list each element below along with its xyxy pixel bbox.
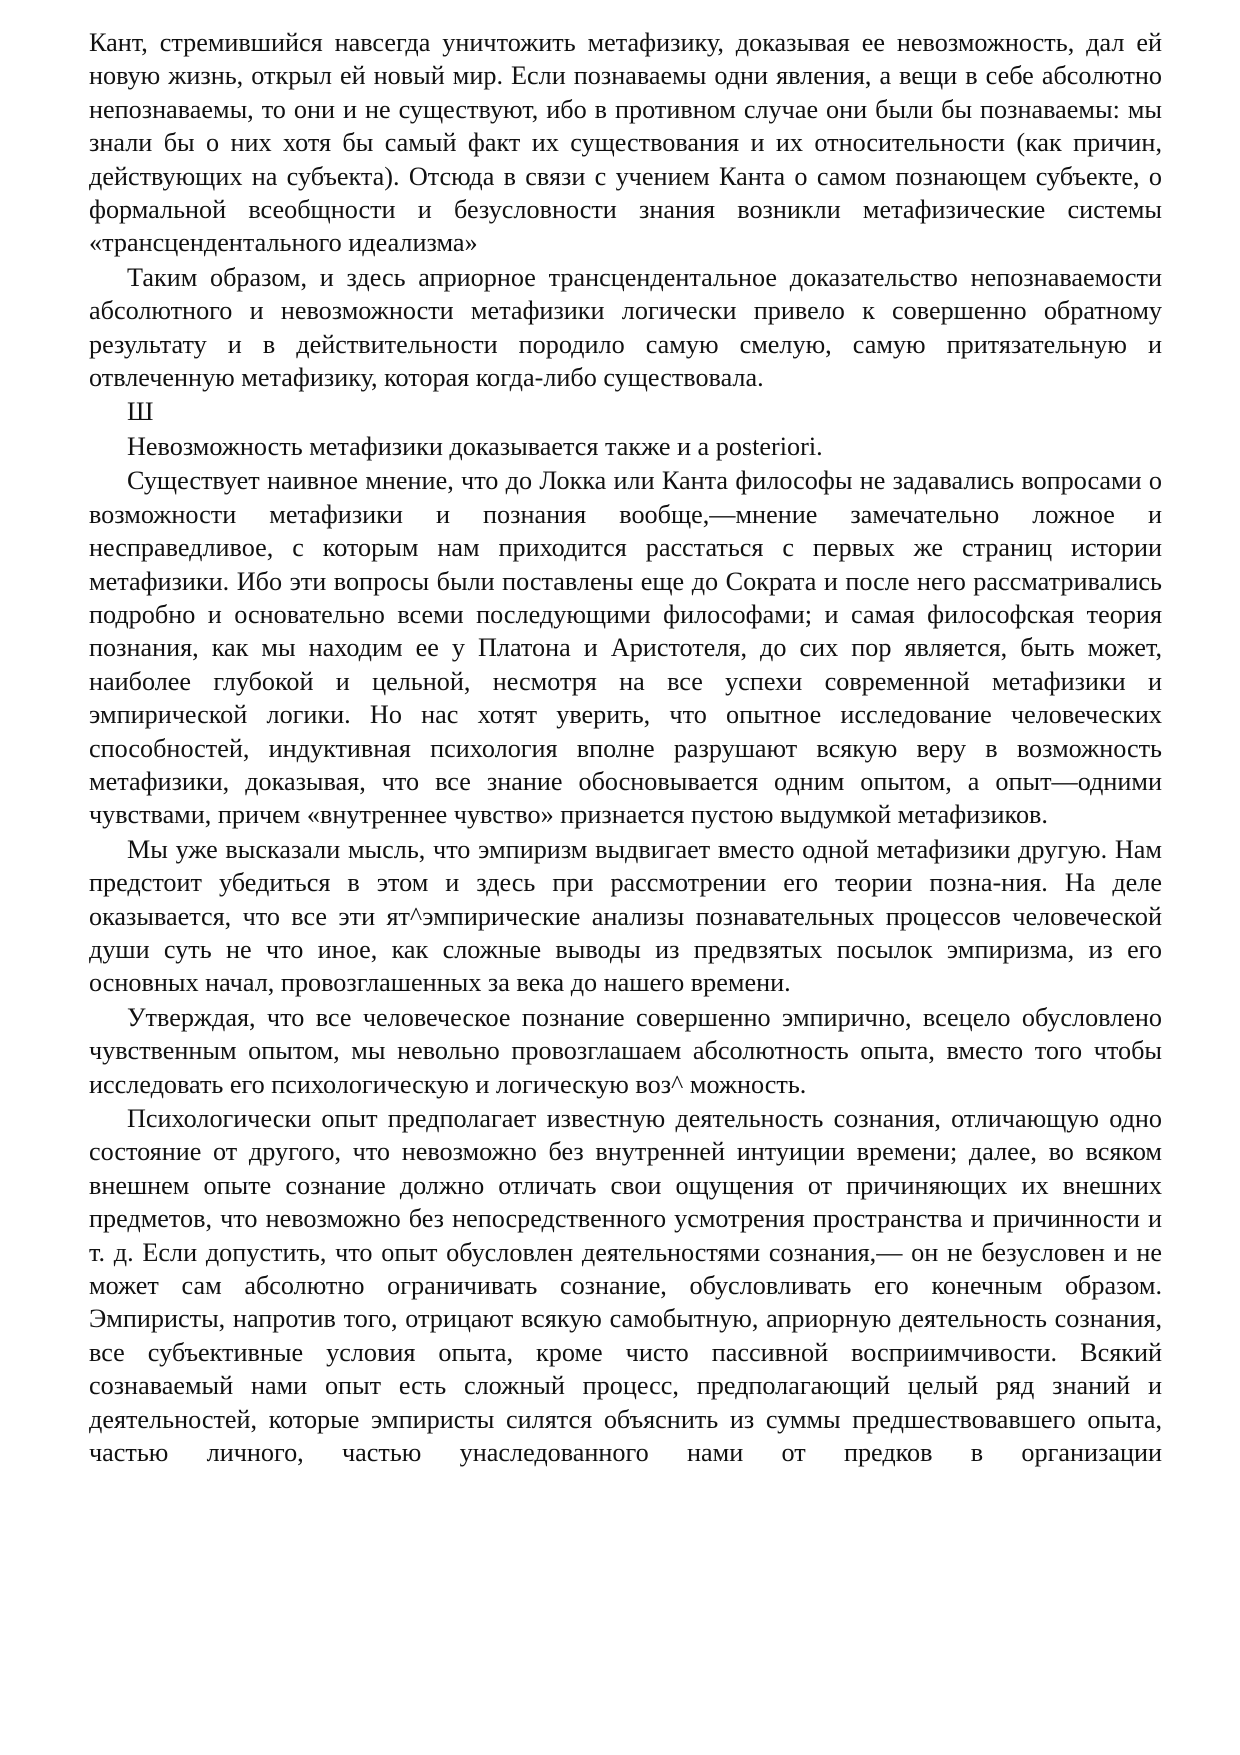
paragraph-affirming: Утверждая, что все человеческое познание совершенно эмпирично, всецело обусловлено чувственным опытом, мы невольно провозглашаем абсолютность опыта, вместо того чтобы исследовать его психологическую и логическую воз^ можность. (89, 1002, 1162, 1099)
paragraph-kant: Кант, стремившийся навсегда уничтожить метафизику, доказывая ее невозможность, дал ей новую жизнь, открыл ей новый мир. Если познаваемы одни явления, а вещи в себе абсолютно непознаваемы, то они и не существуют, ибо в противном случае они были бы познаваемы: мы знали бы о них хотя бы самый факт их существования и их относительности (как причин, действующих на субъекта). Отсюда в связи с учением Канта о самом познающем субъекте, о формальной всеобщности и безусловности знания возникли метафизические системы «трансцендентального идеализма» (89, 28, 1162, 258)
paragraph-empiricism: Мы уже высказали мысль, что эмпиризм выдвигает вместо одной метафизики другую. Нам предстоит убедиться в этом и здесь при рассмотрении его теории позна-ния. На деле оказывается, что все эти ят^эмпирические анализы познавательных процессов человеческой души суть не что иное, как сложные выводы из предвзятых посылок эмпиризма, из его основных начал, провозглашенных за века до нашего времени. (89, 834, 1162, 998)
paragraph-a-posteriori: Невозможность метафизики доказывается также и a posteriori. (127, 431, 823, 461)
paragraph-naive-opinion: Существует наивное мнение, что до Локка или Канта философы не задавались вопросами о возможности метафизики и познания вообще,—мнение замечательно ложное и несправедливое, с которым нам приходится расстаться с первых же страниц истории метафизики. Ибо эти вопросы были поставлены еще до Сократа и после него рассматривались подробно и основательно всеми последующими философами; и самая философская теория познания, как мы находим ее у Платона и Аристотеля, до сих пор является, быть может, наиболее глубокой и цельной, несмотря на все успехи современной метафизики и эмпирической логики. Но нас хотят уверить, что опытное исследование человеческих способностей, индуктивная психология вполне разрушают всякую веру в возможность метафизики, доказывая, что все знание обосновывается одним опытом, а опыт—одними чувствами, причем «внутреннее чувство» признается пустою выдумкой метафизиков. (89, 466, 1162, 830)
section-marker: Ш (127, 397, 154, 427)
paragraph-conclusion: Таким образом, и здесь априорное трансцендентальное доказательство непознаваемости абсолютного и невозможности метафизики логически привело к совершенно обратному результату и в действительности породило самую смелую, самую притязательную и отвлеченную метафизику, которая когда-либо существовала. (89, 262, 1162, 393)
document-page (89, 26, 1162, 1469)
paragraph-psychologically: Психологически опыт предполагает известную деятельность сознания, отличающую одно состояние от другого, что невозможно без внутренней интуиции времени; далее, во всяком внешнем опыте сознание должно отличать свои ощущения от причиняющих их внешних предметов, что невозможно без непосредственного усмотрения пространства и причинности и т. д. Если допустить, что опыт обусловлен деятельностями сознания,— он не безусловен и не может сам абсолютно ограничивать сознание, обусловливать его конечным образом. Эмпиристы, напротив того, отрицают всякую самобытную, априорную деятельность сознания, все субъективные условия опыта, кроме чисто пассивной восприимчивости. Всякий сознаваемый нами опыт есть сложный процесс, предполагающий целый ряд знаний и деятельностей, которые эмпиристы силятся объяснить из суммы предшествовавшего опыта, частью личного, частью унаследованного нами от предков в организации (89, 1104, 1162, 1468)
